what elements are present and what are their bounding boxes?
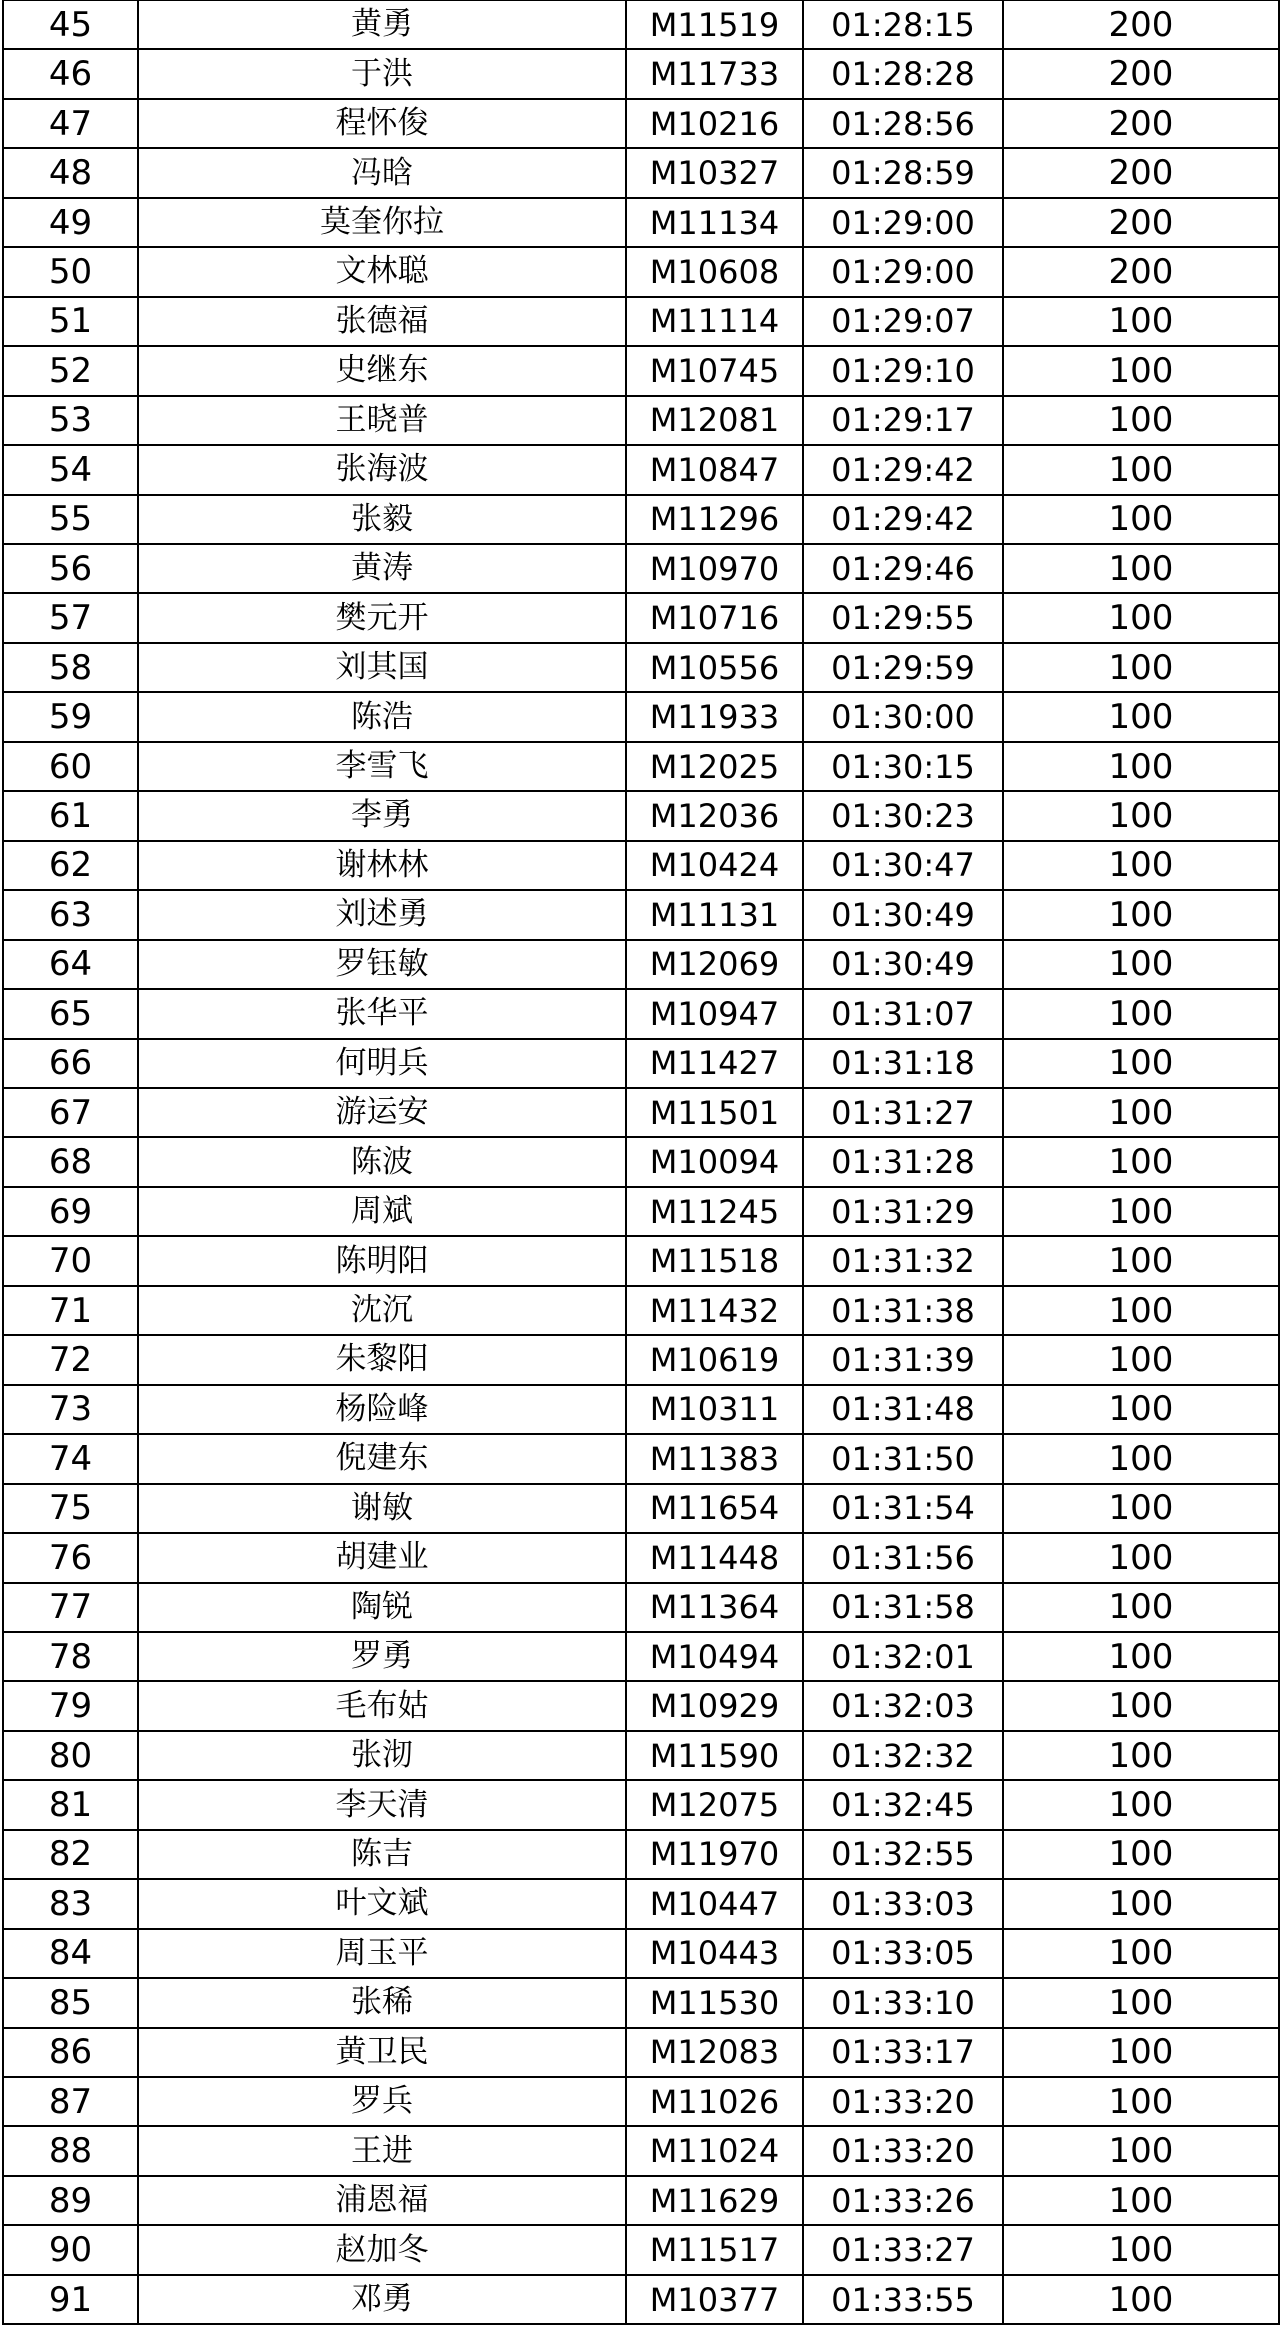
- rank-cell: 73: [3, 1385, 138, 1434]
- table-row: [3, 544, 1279, 593]
- name-cell: 谢林林: [138, 841, 626, 890]
- rank-cell: 49: [3, 198, 138, 247]
- rank-cell: 50: [3, 247, 138, 296]
- rank-cell: 63: [3, 890, 138, 939]
- table-row: [3, 396, 1279, 445]
- time-cell: 01:28:59: [803, 148, 1003, 197]
- rank-cell: 53: [3, 396, 138, 445]
- name-cell: 刘述勇: [138, 890, 626, 939]
- bib-cell: M11518: [626, 1236, 803, 1285]
- name-cell: 罗钰敏: [138, 940, 626, 989]
- table-row: [3, 198, 1279, 247]
- table-row: [3, 1039, 1279, 1088]
- name-cell: 罗勇: [138, 1632, 626, 1681]
- name-cell: 赵加冬: [138, 2225, 626, 2274]
- rank-cell: 69: [3, 1187, 138, 1236]
- points-cell: 100: [1003, 2225, 1279, 2274]
- time-cell: 01:31:27: [803, 1088, 1003, 1137]
- bib-cell: M11970: [626, 1830, 803, 1879]
- table-row: [3, 1780, 1279, 1829]
- time-cell: 01:28:56: [803, 99, 1003, 148]
- points-cell: 100: [1003, 791, 1279, 840]
- rank-cell: 52: [3, 346, 138, 395]
- name-cell: 冯晗: [138, 148, 626, 197]
- rank-cell: 61: [3, 791, 138, 840]
- bib-cell: M10094: [626, 1137, 803, 1186]
- bib-cell: M11134: [626, 198, 803, 247]
- name-cell: 沈沉: [138, 1286, 626, 1335]
- points-cell: 100: [1003, 1879, 1279, 1928]
- time-cell: 01:31:39: [803, 1335, 1003, 1384]
- rank-cell: 80: [3, 1731, 138, 1780]
- points-cell: 100: [1003, 643, 1279, 692]
- points-cell: 100: [1003, 1583, 1279, 1632]
- rank-cell: 55: [3, 495, 138, 544]
- time-cell: 01:31:28: [803, 1137, 1003, 1186]
- time-cell: 01:30:00: [803, 692, 1003, 741]
- rank-cell: 51: [3, 297, 138, 346]
- time-cell: 01:29:42: [803, 495, 1003, 544]
- time-cell: 01:33:55: [803, 2275, 1003, 2324]
- points-cell: 100: [1003, 1088, 1279, 1137]
- table-row: [3, 989, 1279, 1038]
- name-cell: 王晓普: [138, 396, 626, 445]
- name-cell: 张德福: [138, 297, 626, 346]
- points-cell: 100: [1003, 1335, 1279, 1384]
- name-cell: 于洪: [138, 49, 626, 98]
- time-cell: 01:31:56: [803, 1533, 1003, 1582]
- time-cell: 01:32:03: [803, 1681, 1003, 1730]
- bib-cell: M11114: [626, 297, 803, 346]
- rank-cell: 68: [3, 1137, 138, 1186]
- points-cell: 100: [1003, 841, 1279, 890]
- name-cell: 黄勇: [138, 1, 626, 50]
- rank-cell: 54: [3, 445, 138, 494]
- time-cell: 01:31:07: [803, 989, 1003, 1038]
- time-cell: 01:31:58: [803, 1583, 1003, 1632]
- time-cell: 01:33:05: [803, 1929, 1003, 1978]
- table-row: [3, 643, 1279, 692]
- table-row: [3, 1286, 1279, 1335]
- time-cell: 01:29:17: [803, 396, 1003, 445]
- points-cell: 100: [1003, 1780, 1279, 1829]
- rank-cell: 64: [3, 940, 138, 989]
- points-cell: 100: [1003, 1632, 1279, 1681]
- rank-cell: 77: [3, 1583, 138, 1632]
- time-cell: 01:31:48: [803, 1385, 1003, 1434]
- rank-cell: 71: [3, 1286, 138, 1335]
- name-cell: 周玉平: [138, 1929, 626, 1978]
- name-cell: 叶文斌: [138, 1879, 626, 1928]
- table-row: [3, 99, 1279, 148]
- bib-cell: M11629: [626, 2176, 803, 2225]
- table-row: [3, 1434, 1279, 1483]
- time-cell: 01:31:18: [803, 1039, 1003, 1088]
- time-cell: 01:33:17: [803, 2028, 1003, 2077]
- bib-cell: M10216: [626, 99, 803, 148]
- table-row: [3, 742, 1279, 791]
- name-cell: 朱黎阳: [138, 1335, 626, 1384]
- table-row: [3, 495, 1279, 544]
- bib-cell: M10947: [626, 989, 803, 1038]
- points-cell: 200: [1003, 198, 1279, 247]
- rank-cell: 62: [3, 841, 138, 890]
- rank-cell: 90: [3, 2225, 138, 2274]
- time-cell: 01:30:47: [803, 841, 1003, 890]
- points-cell: 100: [1003, 1137, 1279, 1186]
- bib-cell: M10327: [626, 148, 803, 197]
- rank-cell: 74: [3, 1434, 138, 1483]
- table-row: [3, 2225, 1279, 2274]
- rank-cell: 66: [3, 1039, 138, 1088]
- time-cell: 01:32:01: [803, 1632, 1003, 1681]
- bib-cell: M12075: [626, 1780, 803, 1829]
- table-row: [3, 1583, 1279, 1632]
- time-cell: 01:31:29: [803, 1187, 1003, 1236]
- points-cell: 100: [1003, 742, 1279, 791]
- name-cell: 李雪飞: [138, 742, 626, 791]
- bib-cell: M11024: [626, 2126, 803, 2175]
- time-cell: 01:29:00: [803, 247, 1003, 296]
- name-cell: 游运安: [138, 1088, 626, 1137]
- points-cell: 200: [1003, 99, 1279, 148]
- name-cell: 邓勇: [138, 2275, 626, 2324]
- table-row: [3, 890, 1279, 939]
- name-cell: 谢敏: [138, 1484, 626, 1533]
- bib-cell: M11933: [626, 692, 803, 741]
- time-cell: 01:28:15: [803, 1, 1003, 50]
- results-table: [2, 0, 1280, 2325]
- table-row: [3, 791, 1279, 840]
- bib-cell: M12083: [626, 2028, 803, 2077]
- table-row: [3, 346, 1279, 395]
- name-cell: 陶锐: [138, 1583, 626, 1632]
- bib-cell: M11654: [626, 1484, 803, 1533]
- table-row: [3, 2126, 1279, 2175]
- table-row: [3, 148, 1279, 197]
- name-cell: 何明兵: [138, 1039, 626, 1088]
- points-cell: 100: [1003, 2028, 1279, 2077]
- bib-cell: M11519: [626, 1, 803, 50]
- time-cell: 01:30:49: [803, 940, 1003, 989]
- table-row: [3, 1385, 1279, 1434]
- table-row: [3, 445, 1279, 494]
- table-row: [3, 2077, 1279, 2126]
- rank-cell: 81: [3, 1780, 138, 1829]
- bib-cell: M10716: [626, 593, 803, 642]
- name-cell: 浦恩福: [138, 2176, 626, 2225]
- points-cell: 100: [1003, 1236, 1279, 1285]
- name-cell: 陈波: [138, 1137, 626, 1186]
- name-cell: 李勇: [138, 791, 626, 840]
- rank-cell: 47: [3, 99, 138, 148]
- name-cell: 史继东: [138, 346, 626, 395]
- points-cell: 100: [1003, 1929, 1279, 1978]
- points-cell: 100: [1003, 890, 1279, 939]
- bib-cell: M11530: [626, 1978, 803, 2027]
- name-cell: 李天清: [138, 1780, 626, 1829]
- points-cell: 100: [1003, 1533, 1279, 1582]
- time-cell: 01:33:20: [803, 2126, 1003, 2175]
- rank-cell: 70: [3, 1236, 138, 1285]
- table-row: [3, 297, 1279, 346]
- time-cell: 01:29:46: [803, 544, 1003, 593]
- name-cell: 倪建东: [138, 1434, 626, 1483]
- rank-cell: 59: [3, 692, 138, 741]
- points-cell: 100: [1003, 1731, 1279, 1780]
- rank-cell: 67: [3, 1088, 138, 1137]
- bib-cell: M11501: [626, 1088, 803, 1137]
- rank-cell: 87: [3, 2077, 138, 2126]
- rank-cell: 86: [3, 2028, 138, 2077]
- table-row: [3, 1187, 1279, 1236]
- points-cell: 100: [1003, 544, 1279, 593]
- points-cell: 100: [1003, 2126, 1279, 2175]
- bib-cell: M11432: [626, 1286, 803, 1335]
- bib-cell: M11245: [626, 1187, 803, 1236]
- bib-cell: M11517: [626, 2225, 803, 2274]
- points-cell: 100: [1003, 1286, 1279, 1335]
- table-row: [3, 1830, 1279, 1879]
- rank-cell: 79: [3, 1681, 138, 1730]
- points-cell: 100: [1003, 445, 1279, 494]
- name-cell: 杨险峰: [138, 1385, 626, 1434]
- rank-cell: 82: [3, 1830, 138, 1879]
- bib-cell: M11131: [626, 890, 803, 939]
- rank-cell: 72: [3, 1335, 138, 1384]
- rank-cell: 83: [3, 1879, 138, 1928]
- time-cell: 01:32:45: [803, 1780, 1003, 1829]
- bib-cell: M10494: [626, 1632, 803, 1681]
- name-cell: 陈浩: [138, 692, 626, 741]
- rank-cell: 84: [3, 1929, 138, 1978]
- points-cell: 100: [1003, 1434, 1279, 1483]
- time-cell: 01:29:00: [803, 198, 1003, 247]
- rank-cell: 65: [3, 989, 138, 1038]
- table-row: [3, 2176, 1279, 2225]
- points-cell: 100: [1003, 495, 1279, 544]
- time-cell: 01:32:32: [803, 1731, 1003, 1780]
- points-cell: 100: [1003, 346, 1279, 395]
- table-row: [3, 1484, 1279, 1533]
- points-cell: 100: [1003, 989, 1279, 1038]
- name-cell: 毛布姑: [138, 1681, 626, 1730]
- points-cell: 100: [1003, 1830, 1279, 1879]
- rank-cell: 56: [3, 544, 138, 593]
- name-cell: 张海波: [138, 445, 626, 494]
- rank-cell: 89: [3, 2176, 138, 2225]
- name-cell: 樊元开: [138, 593, 626, 642]
- points-cell: 100: [1003, 297, 1279, 346]
- points-cell: 100: [1003, 396, 1279, 445]
- bib-cell: M10377: [626, 2275, 803, 2324]
- table-row: [3, 1978, 1279, 2027]
- name-cell: 胡建业: [138, 1533, 626, 1582]
- name-cell: 文林聪: [138, 247, 626, 296]
- name-cell: 张毅: [138, 495, 626, 544]
- name-cell: 莫奎你拉: [138, 198, 626, 247]
- table-row: [3, 2028, 1279, 2077]
- time-cell: 01:31:32: [803, 1236, 1003, 1285]
- time-cell: 01:29:07: [803, 297, 1003, 346]
- time-cell: 01:31:54: [803, 1484, 1003, 1533]
- name-cell: 王进: [138, 2126, 626, 2175]
- table-row: [3, 1533, 1279, 1582]
- table-row: [3, 1236, 1279, 1285]
- name-cell: 黄卫民: [138, 2028, 626, 2077]
- table-row: [3, 49, 1279, 98]
- rank-cell: 76: [3, 1533, 138, 1582]
- time-cell: 01:30:23: [803, 791, 1003, 840]
- time-cell: 01:28:28: [803, 49, 1003, 98]
- table-row: [3, 940, 1279, 989]
- time-cell: 01:30:15: [803, 742, 1003, 791]
- time-cell: 01:29:10: [803, 346, 1003, 395]
- bib-cell: M11364: [626, 1583, 803, 1632]
- points-cell: 200: [1003, 247, 1279, 296]
- table-row: [3, 1088, 1279, 1137]
- results-sheet: [2, 0, 1278, 2325]
- rank-cell: 60: [3, 742, 138, 791]
- name-cell: 陈明阳: [138, 1236, 626, 1285]
- points-cell: 100: [1003, 1681, 1279, 1730]
- points-cell: 200: [1003, 49, 1279, 98]
- rank-cell: 45: [3, 1, 138, 50]
- points-cell: 100: [1003, 2176, 1279, 2225]
- points-cell: 100: [1003, 692, 1279, 741]
- table-row: [3, 247, 1279, 296]
- time-cell: 01:33:03: [803, 1879, 1003, 1928]
- name-cell: 程怀俊: [138, 99, 626, 148]
- rank-cell: 88: [3, 2126, 138, 2175]
- bib-cell: M11026: [626, 2077, 803, 2126]
- bib-cell: M10970: [626, 544, 803, 593]
- points-cell: 100: [1003, 2275, 1279, 2324]
- table-row: [3, 1681, 1279, 1730]
- points-cell: 100: [1003, 1484, 1279, 1533]
- points-cell: 100: [1003, 2077, 1279, 2126]
- points-cell: 100: [1003, 1039, 1279, 1088]
- bib-cell: M11427: [626, 1039, 803, 1088]
- rank-cell: 48: [3, 148, 138, 197]
- table-row: [3, 1731, 1279, 1780]
- name-cell: 张沏: [138, 1731, 626, 1780]
- rank-cell: 75: [3, 1484, 138, 1533]
- rank-cell: 57: [3, 593, 138, 642]
- bib-cell: M11383: [626, 1434, 803, 1483]
- points-cell: 100: [1003, 1978, 1279, 2027]
- bib-cell: M12036: [626, 791, 803, 840]
- table-row: [3, 2275, 1279, 2324]
- table-row: [3, 841, 1279, 890]
- bib-cell: M10619: [626, 1335, 803, 1384]
- time-cell: 01:30:49: [803, 890, 1003, 939]
- time-cell: 01:29:55: [803, 593, 1003, 642]
- rank-cell: 78: [3, 1632, 138, 1681]
- rank-cell: 91: [3, 2275, 138, 2324]
- bib-cell: M12081: [626, 396, 803, 445]
- bib-cell: M10608: [626, 247, 803, 296]
- points-cell: 100: [1003, 593, 1279, 642]
- table-row: [3, 593, 1279, 642]
- bib-cell: M10447: [626, 1879, 803, 1928]
- points-cell: 100: [1003, 1385, 1279, 1434]
- bib-cell: M10556: [626, 643, 803, 692]
- time-cell: 01:29:42: [803, 445, 1003, 494]
- table-row: [3, 692, 1279, 741]
- time-cell: 01:33:26: [803, 2176, 1003, 2225]
- points-cell: 100: [1003, 1187, 1279, 1236]
- time-cell: 01:33:27: [803, 2225, 1003, 2274]
- bib-cell: M11733: [626, 49, 803, 98]
- points-cell: 100: [1003, 940, 1279, 989]
- table-row: [3, 1879, 1279, 1928]
- rank-cell: 58: [3, 643, 138, 692]
- rank-cell: 46: [3, 49, 138, 98]
- rank-cell: 85: [3, 1978, 138, 2027]
- bib-cell: M10311: [626, 1385, 803, 1434]
- time-cell: 01:31:38: [803, 1286, 1003, 1335]
- name-cell: 张华平: [138, 989, 626, 1038]
- name-cell: 刘其国: [138, 643, 626, 692]
- bib-cell: M10847: [626, 445, 803, 494]
- table-row: [3, 1137, 1279, 1186]
- bib-cell: M11296: [626, 495, 803, 544]
- table-row: [3, 1929, 1279, 1978]
- time-cell: 01:33:20: [803, 2077, 1003, 2126]
- name-cell: 周斌: [138, 1187, 626, 1236]
- time-cell: 01:29:59: [803, 643, 1003, 692]
- name-cell: 张稀: [138, 1978, 626, 2027]
- points-cell: 200: [1003, 1, 1279, 50]
- time-cell: 01:32:55: [803, 1830, 1003, 1879]
- table-row: [3, 1, 1279, 50]
- bib-cell: M11590: [626, 1731, 803, 1780]
- bib-cell: M10745: [626, 346, 803, 395]
- table-row: [3, 1632, 1279, 1681]
- bib-cell: M10443: [626, 1929, 803, 1978]
- name-cell: 陈吉: [138, 1830, 626, 1879]
- bib-cell: M10929: [626, 1681, 803, 1730]
- results-table-body: [3, 1, 1279, 2325]
- bib-cell: M10424: [626, 841, 803, 890]
- time-cell: 01:33:10: [803, 1978, 1003, 2027]
- time-cell: 01:31:50: [803, 1434, 1003, 1483]
- name-cell: 罗兵: [138, 2077, 626, 2126]
- bib-cell: M12069: [626, 940, 803, 989]
- name-cell: 黄涛: [138, 544, 626, 593]
- table-row: [3, 1335, 1279, 1384]
- bib-cell: M11448: [626, 1533, 803, 1582]
- bib-cell: M12025: [626, 742, 803, 791]
- points-cell: 200: [1003, 148, 1279, 197]
